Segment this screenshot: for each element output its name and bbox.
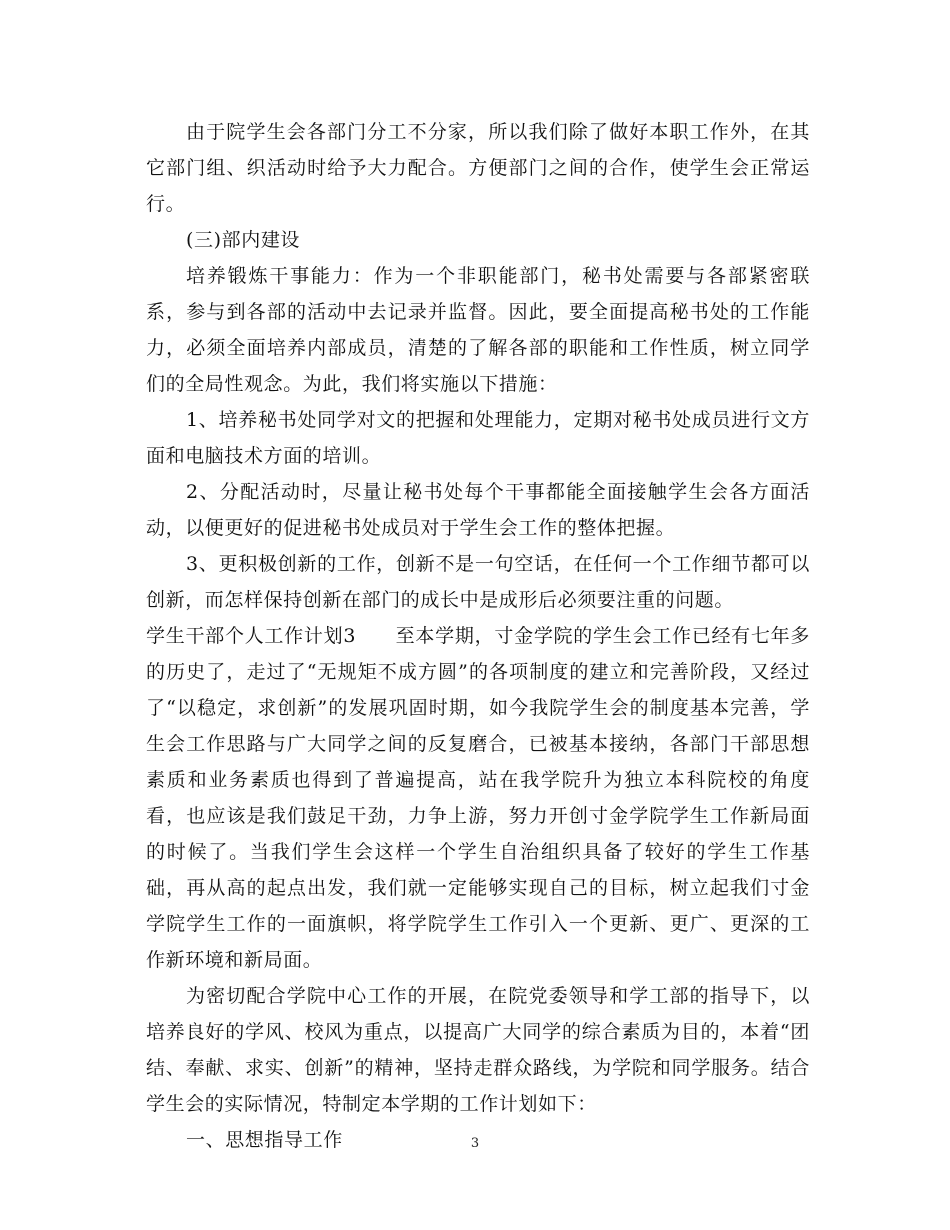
paragraph-work-plan-3-intro: 学生干部个人工作计划3 至本学期，寸金学院的学生会工作已经有七年多的历史了，走过了“无规矩不成方圆”的各项制度的建立和完善阶段，又经过了“以稳定，求创新”的发展巩固时期，如今我院学生会的制度基本完善，学生会工作思路与广大同学之间的反复磨合，已被基本接纳，各部门干部思想素质和业务素质也得到了普遍提高，站在我学院升为独立本科院校的角度看，也应该是我们鼓足干劲，力争上游，努力开创寸金学院学生工作新局面的时候了。当我们学生会这样一个学生自治组织具备了较好的学生工作基础，再从高的起点出发，我们就一定能够实现自己的目标，树立起我们寸金学院学生工作的一面旗帜，将学院学生工作引入一个更新、更广、更深的工作新环境和新局面。 bbox=[146, 625, 810, 971]
list-item-measure-2: 2、分配活动时，尽量让秘书处每个干事都能全面接触学生会各方面活动，以便更好的促进秘书处成员对于学生会工作的整体把握。 bbox=[146, 481, 810, 539]
list-item-measure-3: 3、更积极创新的工作，创新不是一句空话，在任何一个工作细节都可以创新，而怎样保持创新在部门的成长中是成形后必须要注重的问题。 bbox=[146, 553, 810, 611]
paragraph-staff-training: 培养锻炼干事能力：作为一个非职能部门，秘书处需要与各部紧密联系，参与到各部的活动中去记录并监督。因此，要全面提高秘书处的工作能力，必须全面培养内部成员，清楚的了解各部的职能和工作性质，树立同学们的全局性观念。为此，我们将实施以下措施： bbox=[146, 265, 810, 395]
section-heading-internal-building: (三)部内建设 bbox=[186, 229, 301, 251]
paragraph-guiding-principles: 为密切配合学院中心工作的开展，在院党委领导和学工部的指导下，以培养良好的学风、校风为重点，以提高广大同学的综合素质为目的，本着“团结、奉献、求实、创新”的精神，坚持走群众路线，为学院和同学服务。结合学生会的实际情况，特制定本学期的工作计划如下： bbox=[146, 985, 810, 1115]
paragraph-cooperation: 由于院学生会各部门分工不分家，所以我们除了做好本职工作外，在其它部门组、织活动时给予大力配合。方便部门之间的合作，使学生会正常运行。 bbox=[146, 121, 810, 215]
list-item-measure-1: 1、培养秘书处同学对文的把握和处理能力，定期对秘书处成员进行文方面和电脑技术方面的培训。 bbox=[146, 409, 810, 467]
section-heading-ideological-guidance: 一、思想指导工作 bbox=[186, 1129, 343, 1151]
document-body bbox=[146, 114, 810, 1158]
page-number: 3 bbox=[470, 1136, 480, 1151]
